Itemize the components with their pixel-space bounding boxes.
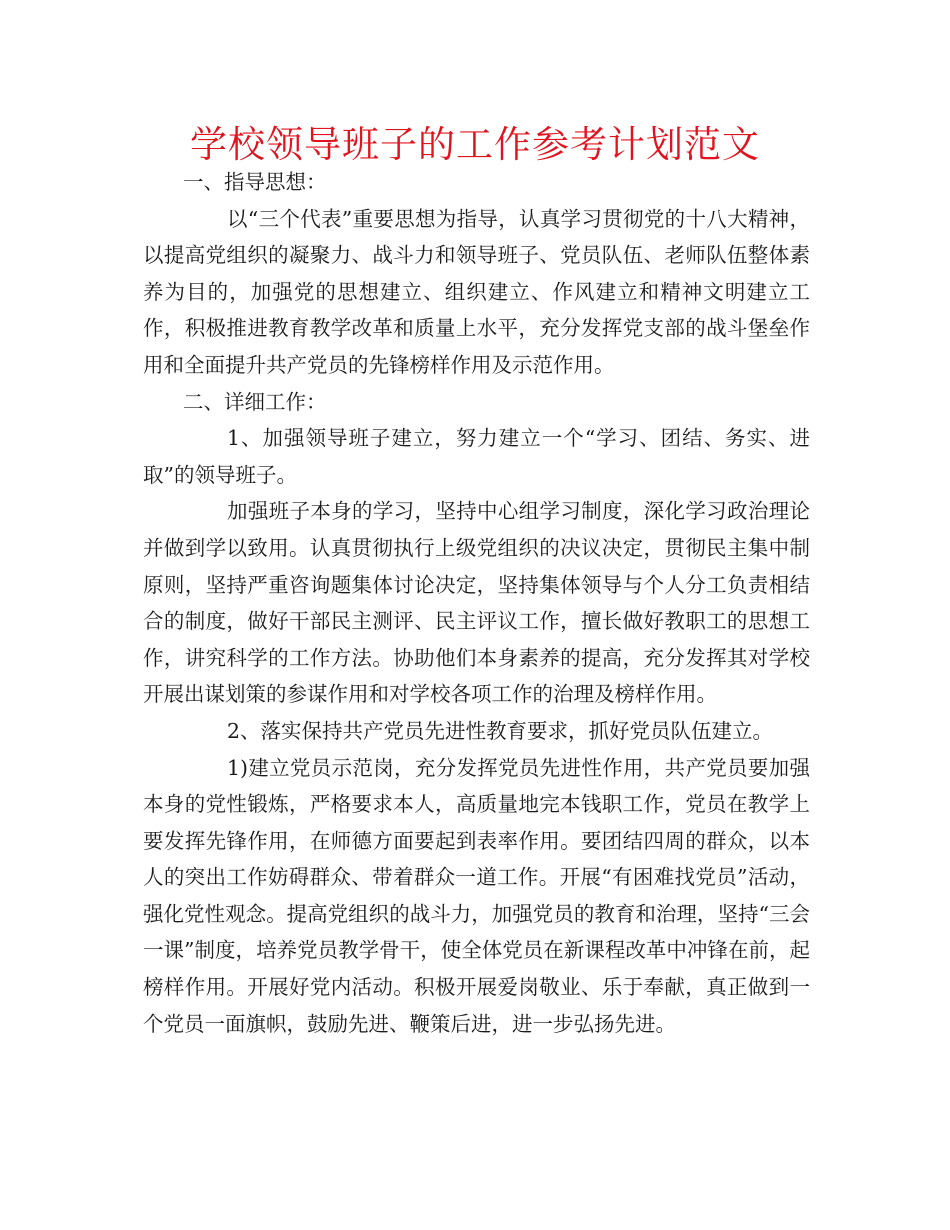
section-heading-guiding-ideology: 一、指导思想： xyxy=(183,170,327,194)
section-heading-detailed-work: 二、详细工作： xyxy=(183,389,327,414)
document-body xyxy=(143,164,810,1042)
work-item-2-sub-1: 1)建立党员示范岗，充分发挥党员先进性作用，共产党员要加强本身的党性锻炼，严格要求本人，高质量地完本钱职工作，党员在教学上要发挥先锋作用，在师德方面要起到表率作用。要团结四周的群众，以本人的突出工作妨碍群众、带着群众一道工作。开展“有困难找党员”活动，强化党性观念。提高党组织的战斗力，加强党员的教育和治理，坚持“三会一课”制度，培养党员教学骨干，使全体党员在新课程改革中冲锋在前，起榜样作用。开展好党内活动。积极开展爱岗敬业、乐于奉献，真正做到一个党员一面旗帜，鼓励先进、鞭策后进，进一步弘扬先进。 xyxy=(143,755,810,1036)
document-title: 学校领导班子的工作参考计划范文 xyxy=(190,123,760,166)
paragraph-guiding-ideology: 以“三个代表”重要思想为指导，认真学习贯彻党的十八大精神，以提高党组织的凝聚力、战斗力和领导班子、党员队伍、老师队伍整体素养为目的，加强党的思想建立、组织建立、作风建立和精神文明建立工作，积极推进教育教学改革和质量上水平，充分发挥党支部的战斗堡垒作用和全面提升共产党员的先锋榜样作用及示范作用。 xyxy=(143,206,810,377)
work-item-2: 2、落实保持共产党员先进性教育要求，抓好党员队伍建立。 xyxy=(227,718,774,743)
work-item-1-body: 加强班子本身的学习，坚持中心组学习制度，深化学习政治理论并做到学以致用。认真贯彻执行上级党组织的决议决定，贯彻民主集中制原则，坚持严重咨询题集体讨论决定，坚持集体领导与个人分工负责相结合的制度，做好干部民主测评、民主评议工作，擅长做好教职工的思想工作，讲究科学的工作方法。协助他们本身素养的提高，充分发挥其对学校开展出谋划策的参谋作用和对学校各项工作的治理及榜样作用。 xyxy=(143,499,810,707)
work-item-1: 1、加强领导班子建立，努力建立一个“学习、团结、务实、进取”的领导班子。 xyxy=(143,426,810,487)
